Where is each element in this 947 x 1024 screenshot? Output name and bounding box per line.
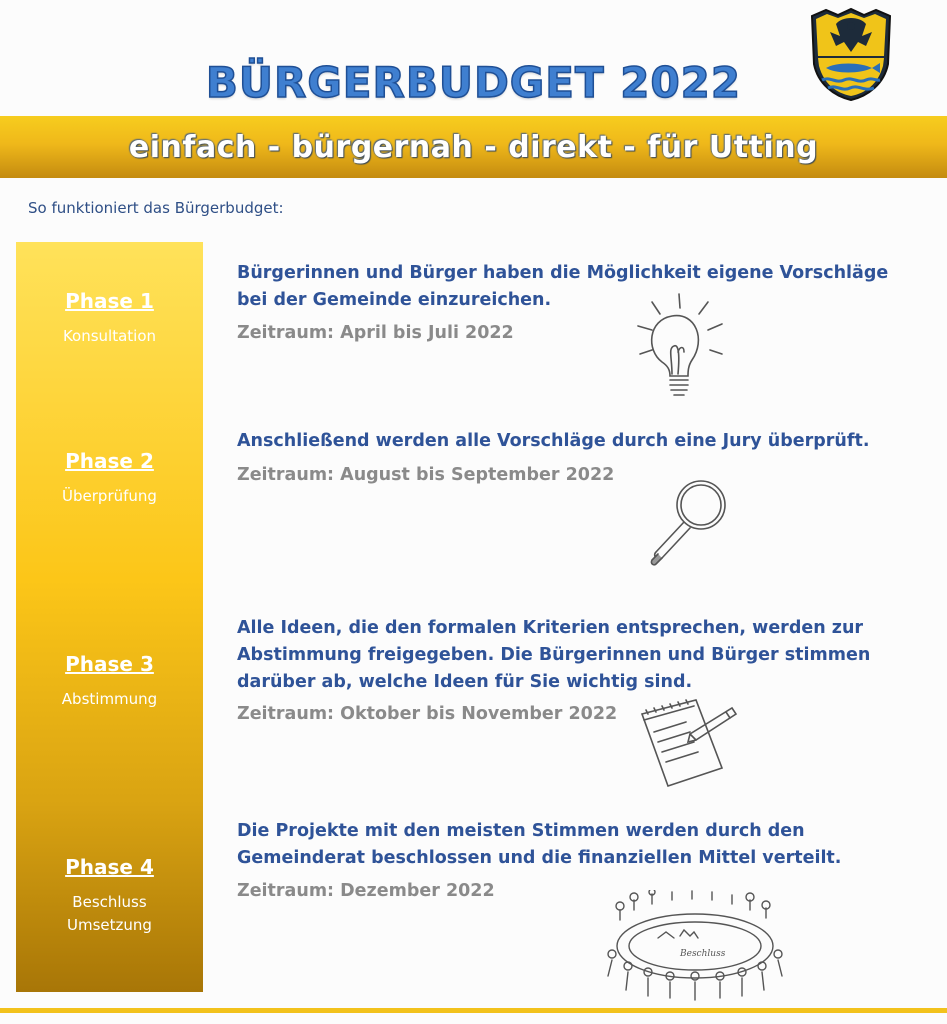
phase-2-description: Anschließend werden alle Vorschläge durch eine Jury überprüft. [237,431,870,451]
notepad-pencil-icon [636,694,740,794]
phase-3-period: Zeitraum: Oktober bis November 2022 [237,704,618,724]
intro-text: So funktioniert das Bürgerbudget: [28,199,284,217]
phase-2-subtitle: Überprüfung [62,487,157,505]
phase-3-title: Phase 3 [65,652,154,676]
phase-1-period: Zeitraum: April bis Juli 2022 [237,323,514,343]
phase-2-title: Phase 2 [65,449,154,473]
phase-4-label [16,855,203,937]
magnifier-icon [646,474,732,570]
phase-3-description: Alle Ideen, die den formalen Kriterien entsprechen, werden zur Abstimmung freigegeben. Die Bürgerinnen und Bürger stimmen darüber ab, welche Ideen für Sie wichtig sind. [237,618,871,692]
phase-3-subtitle: Abstimmung [61,690,158,708]
phase-1-description: Bürgerinnen und Bürger haben die Möglichkeit eigene Vorschläge bei der Gemeinde einzureichen. [237,263,889,310]
phase-3-label [16,652,203,711]
tagline-banner [0,116,947,178]
sketch-label: Beschluss [680,949,726,959]
phase-4-title: Phase 4 [65,855,154,879]
page-title: BÜRGERBUDGET 2022 [205,58,742,107]
bottom-divider [0,1008,947,1013]
phase-1-title: Phase 1 [65,289,154,313]
phase-4-subtitle-line1: Beschluss [72,893,147,911]
phase-2-label [16,449,203,508]
coat-of-arms-icon [806,6,896,102]
phase-4-period: Zeitraum: Dezember 2022 [237,881,495,901]
phase-1-label [16,289,203,348]
phase-2-period: Zeitraum: August bis September 2022 [237,465,615,485]
tagline: einfach - bürgernah - direkt - für Utting [128,129,819,165]
phase-1-subtitle: Konsultation [62,327,157,345]
phase-4-description: Die Projekte mit den meisten Stimmen werden durch den Gemeinderat beschlossen und die finanziellen Mittel verteilt. [237,821,842,868]
lightbulb-icon [632,292,728,412]
phase-4-subtitle-line2: Umsetzung [67,916,152,934]
council-table-icon [600,890,790,1002]
